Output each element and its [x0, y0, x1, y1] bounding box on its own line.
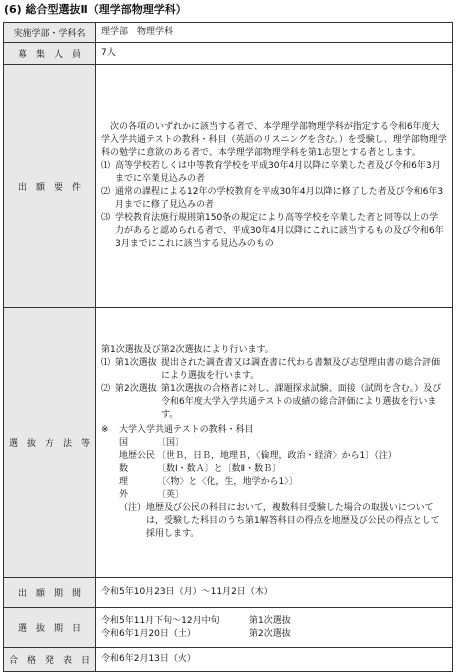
row-selection [4, 308, 453, 578]
subject-name: 国 [119, 438, 129, 448]
caveat-text: 地歴及び公民の科目において，複数科目受験した場合の取扱いについては，受験した科目のうち第1解答科目の得点を地歴及び公民の得点として採用します。 [146, 503, 440, 539]
value-requirements [96, 65, 453, 308]
subject-row [119, 476, 447, 489]
caveat-mark: （注） [119, 503, 147, 513]
requirement-item [101, 212, 447, 251]
row-selection-dates [4, 608, 453, 648]
admission-info-table [3, 22, 453, 672]
stage-head: 第2次選抜 [115, 384, 157, 394]
stage-text: 第1次選抜の合格者に対し、課題探求試験、面接（試問を含む。）及び令和6年度大学入学共通テストの成績の総合評価により選抜を行います。 [161, 384, 442, 420]
subject-name: 理 [119, 477, 129, 487]
label-requirements: 出 願 要 件 [4, 65, 96, 308]
stage-key: ⑴ [101, 358, 111, 368]
requirement-text: 通常の課程による12年の学校教育を平成30年4月以降に修了した者及び令和6年3月までに修了見込みの者 [115, 187, 444, 210]
section-title: (6) 総合型選抜Ⅱ（理学部物理学科） [4, 3, 187, 16]
subject-detail: 〔〈物〉と〈化，生，地学から1〉〕 [157, 477, 298, 487]
requirement-item [101, 186, 447, 212]
value-selection-dates [96, 608, 453, 648]
schedule-date: 令和5年11月下旬～12月中旬 [101, 615, 220, 626]
requirement-item [101, 160, 447, 186]
value-announcement: 令和6年2月13日（火） [96, 648, 453, 672]
subject-row [119, 489, 447, 502]
schedule-entry [101, 615, 447, 628]
label-faculty: 実施学部・学科名 [4, 23, 96, 43]
subject-caveat [119, 502, 447, 541]
label-selection-dates: 選 抜 期 日 [4, 608, 96, 648]
selection-stage [101, 357, 447, 383]
subject-row [119, 450, 447, 463]
row-capacity [4, 43, 453, 65]
requirement-key: ⑶ [101, 213, 111, 223]
row-application-period [4, 578, 453, 608]
label-application-period: 出 願 期 間 [4, 578, 96, 608]
schedule-entry [101, 628, 447, 641]
selection-stage [101, 383, 447, 422]
subject-name: 地歴公民 [119, 451, 156, 461]
stage-key: ⑵ [101, 384, 111, 394]
value-faculty: 理学部 物理学科 [96, 23, 453, 43]
note-body [119, 424, 447, 541]
value-selection [96, 308, 453, 578]
subject-detail: 〔英〕 [157, 490, 185, 500]
schedule-stage: 第2次選抜 [249, 628, 291, 639]
row-announcement [4, 648, 453, 672]
stage-head: 第1次選抜 [115, 358, 157, 368]
subject-detail: 〔世Ｂ，日Ｂ，地理Ｂ，〈倫理，政治・経済〉から1〕（注） [157, 451, 397, 461]
requirement-key: ⑴ [101, 161, 111, 171]
subject-row [119, 437, 447, 450]
subject-name: 外 [119, 490, 129, 500]
label-selection: 選 抜 方 法 等 [4, 308, 96, 578]
requirement-text: 高等学校若しくは中等教育学校を平成30年4月以降に卒業した者及び令和6年3月までに卒業見込みの者 [115, 161, 441, 184]
requirement-key: ⑵ [101, 187, 111, 197]
value-capacity: 7人 [96, 43, 453, 65]
label-announcement: 合 格 発 表 日 [4, 648, 96, 672]
stage-text: 提出された調査書又は調査書に代わる書類及び志望理由書の総合評価により選抜を行います。 [161, 358, 441, 381]
row-requirements [4, 65, 453, 308]
note-title: 大学入学共通テストの教科・科目 [119, 425, 254, 435]
requirements-intro: 次の各項のいずれかに該当する者で、本学理学部物理学科が指定する令和6年度大学入学共通テストの教科・科目（英語のリスニングを含む。）を受験し、理学部物理学科の勉学に意欲のある者で、本学理学部物理学科を第1志望とする者とします。 [101, 122, 447, 158]
value-application-period: 令和5年10月23日（月）～11月2日（木） [96, 578, 453, 608]
exam-subjects-note [101, 424, 447, 541]
subject-detail: 〔国〕 [157, 438, 185, 448]
schedule-date: 令和6年1月20日（土） [101, 628, 196, 639]
subject-detail: 〔数Ⅰ・数Ａ〕と〔数Ⅱ・数Ｂ〕 [157, 464, 282, 474]
selection-intro: 第1次選抜及び第2次選抜により行います。 [101, 345, 274, 355]
note-mark: ※ [101, 425, 109, 435]
requirement-text: 学校教育法施行規則第150条の規定により高等学校を卒業した者と同等以上の学力があると認められる者で、平成30年4月以降にこれに該当するもの及び令和6年3月までにこれに該当する見込みのもの [115, 213, 444, 249]
label-capacity: 募 集 人 員 [4, 43, 96, 65]
subject-row [119, 463, 447, 476]
subject-name: 数 [119, 464, 129, 474]
row-faculty [4, 23, 453, 43]
schedule-stage: 第1次選抜 [249, 615, 291, 626]
